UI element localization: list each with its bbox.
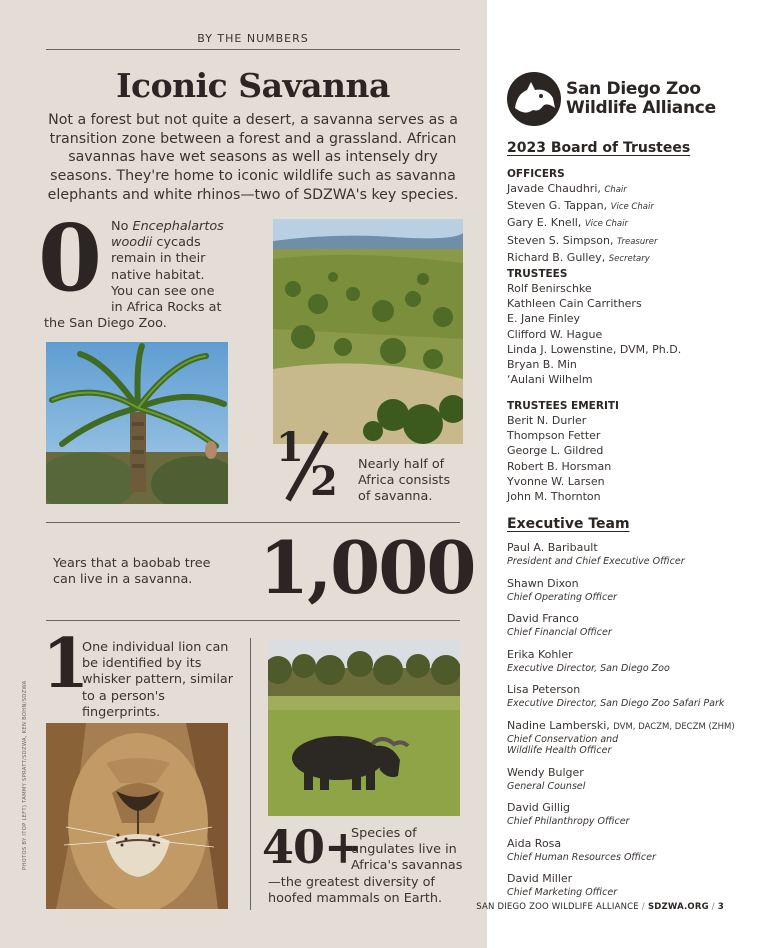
stat-forty-number: 40+: [262, 820, 362, 874]
emeritus-row: Thompson Fetter: [507, 429, 601, 443]
executive-member: Erika Kohler Executive Director, San Diego Zoo: [507, 647, 670, 674]
trustee-row: Clifford W. Hague: [507, 327, 603, 341]
executive-member: Paul A. Baribault President and Chief Executive Officer: [507, 541, 685, 567]
executive-member: Shawn Dixon Chief Operating Officer: [507, 576, 617, 603]
executive-member: Wendy Bulger General Counsel: [507, 765, 586, 792]
emeritus-row: Berit N. Durler: [507, 414, 587, 427]
trustee-row: Bryan B. Min: [507, 358, 577, 372]
stat-zero-number: 0: [38, 204, 103, 312]
sdzwa-logo[interactable]: [507, 72, 561, 130]
emeriti-section: [507, 400, 747, 504]
executive-member: Lisa Peterson Executive Director, San Diego Zoo Safari Park: [507, 683, 725, 709]
emeriti-heading: TRUSTEES EMERITI: [507, 400, 619, 412]
stat-zero-text: No Encephalartos woodii cycads remain in their native habitat. You can see one in Africa Rocks at the San Diego Zoo.: [44, 219, 224, 332]
stat-half-text: Nearly half of Africa consists of savanna.: [358, 457, 451, 505]
stat-thousand-text: Years that a baobab tree can live in a savanna.: [53, 556, 211, 588]
trustee-row: ‘Aulani Wilhelm: [507, 373, 593, 387]
emeritus-row: John M. Thornton: [507, 490, 601, 504]
officers-heading: OFFICERS: [507, 168, 565, 180]
intro-paragraph: Not a forest but not quite a desert, a savanna serves as a transition zone between a forest and a grassland. African savannas have wet seasons as well as intensely dry seasons. They're home to iconic wildlife such as savanna elephants and white rhinos—two of SDZWA's key species.: [47, 112, 459, 203]
stat-half-fraction: [274, 426, 344, 504]
buffalo-photo: [268, 640, 460, 816]
emeritus-row: Yvonne W. Larsen: [507, 474, 605, 488]
officer-row: Richard B. Gulley, Secretary: [507, 250, 650, 264]
executive-heading: Executive Team: [507, 516, 630, 532]
trustees-heading: TRUSTEES: [507, 268, 568, 280]
lion-photo: [46, 723, 228, 909]
footer-org: SAN DIEGO ZOO WILDLIFE ALLIANCE: [476, 902, 639, 912]
trustee-row: Kathleen Cain Carrithers: [507, 297, 642, 311]
executive-member: David Gillig Chief Philanthropy Officer: [507, 801, 630, 827]
vertical-divider: [250, 638, 251, 910]
footer-site-link[interactable]: SDZWA.ORG: [647, 902, 709, 912]
divider: [46, 620, 460, 621]
officer-row: Gary E. Knell, Vice Chair: [507, 216, 628, 230]
page-title: Iconic Savanna: [116, 66, 390, 105]
page-number: 3: [717, 902, 724, 912]
executive-member: David Miller Chief Marketing Officer: [507, 872, 618, 898]
trustee-row: Linda J. Lowenstine, DVM, Ph.D.: [507, 342, 682, 356]
divider: [46, 522, 460, 523]
officer-row: Steven G. Tappan, Vice Chair: [507, 199, 654, 213]
board-heading: 2023 Board of Trustees: [507, 140, 691, 156]
executive-list: [507, 541, 757, 908]
stat-one-number: 1: [42, 624, 90, 704]
page-footer: SAN DIEGO ZOO WILDLIFE ALLIANCE / SDZWA.ORG / 3: [476, 902, 724, 912]
stat-one-text: One individual lion can be identified by its whisker pattern, similar to a person's fingerprints.: [82, 640, 234, 720]
cycad-photo: [46, 342, 228, 504]
officers-section: [507, 168, 747, 267]
fraction-numerator: 1: [276, 424, 304, 471]
trustee-row: Rolf Benirschke: [507, 282, 592, 295]
divider: [46, 49, 460, 50]
emeritus-row: Robert B. Horsman: [507, 459, 612, 473]
officer-row: Javade Chaudhri, Chair: [507, 182, 627, 195]
executive-member: Aida Rosa Chief Human Resources Officer: [507, 836, 656, 863]
fraction-denominator: 2: [310, 458, 338, 505]
executive-member: Nadine Lamberski, DVM, DACZM, DECZM (ZHM) Chief Conservation and Wildlife Health Officer: [507, 718, 735, 756]
org-logo-text: San Diego Zoo Wildlife Alliance: [566, 79, 716, 118]
executive-member: David Franco Chief Financial Officer: [507, 612, 612, 638]
section-label: BY THE NUMBERS: [197, 32, 309, 45]
stat-thousand-number: 1,000: [259, 525, 475, 610]
savanna-landscape-photo: [273, 219, 463, 444]
trustee-row: E. Jane Finley: [507, 312, 581, 326]
trustees-section: [507, 268, 747, 387]
photo-credit: PHOTOS BY ITOP LEFT) TAMMY SPRATT/SDZWA, KEN BOHN/SDZWA: [22, 680, 28, 870]
stat-forty-text: Species of ungulates live in Africa's savannas —the greatest diversity of hoofed mammals on Earth.: [268, 826, 463, 906]
officer-row: Steven S. Simpson, Treasurer: [507, 233, 658, 247]
emeritus-row: George L. Gildred: [507, 444, 604, 458]
rhino-logo-icon: [507, 72, 561, 126]
